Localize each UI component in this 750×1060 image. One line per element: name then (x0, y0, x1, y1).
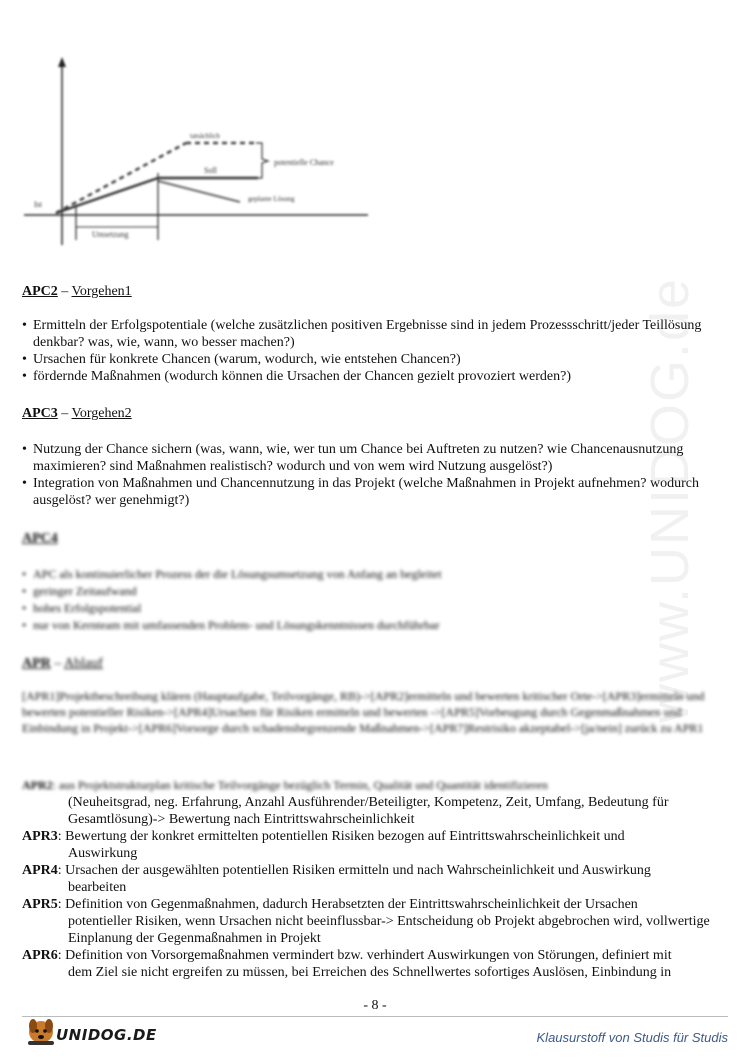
apr-item-first-line (22, 777, 738, 794)
apr-item-continuation: dem Ziel sie nicht ergreifen zu müssen, bei Erreichen des Schnellwertes sofortiges Auslösen, Einbindung in (68, 965, 672, 980)
apr-item-text: : aus Projektstrukturplan kritische Teilvorgänge bezüglich Termin, Qualität und Quantität identifizieren (52, 778, 548, 792)
apr-item-label: APR3 (22, 829, 58, 844)
apr-item-first-line (22, 947, 738, 964)
apr-item-label: APR4 (22, 863, 58, 878)
diagram-label-potentielle-chance: potentielle Chance (274, 158, 334, 167)
list-item: • nur von Kernteam mit umfassenden Problem- und Lösungskenntnissen durchführbar (22, 617, 742, 634)
apr-item-continuation: Auswirkung (68, 846, 138, 861)
apr-item (22, 862, 738, 896)
apr-dash: – (50, 656, 65, 671)
apc3-bullet-list (22, 441, 742, 509)
apr-item-text: : Bewertung der konkret ermittelten potentiellen Risiken bezogen auf Eintrittswahrscheinlichkeit und (57, 829, 625, 844)
apc4-label: APC4 (22, 531, 58, 546)
diagram-y-arrow (58, 57, 66, 67)
apc3-label: APC3 (22, 406, 58, 421)
apc4-bullet-list (22, 566, 742, 634)
diagram-label-soll: Soll (204, 166, 217, 175)
apr-item-label: APR2 (22, 778, 53, 792)
list-item: • Integration von Maßnahmen und Chancennutzung in das Projekt (welche Maßnahmen in Projekt aufnehmen? wodurch ausgelöst? wer genehmigt?) (22, 475, 742, 509)
diagram-label-ist: Ist (34, 200, 42, 209)
apr-item (22, 947, 738, 981)
apr-item-continuation: bearbeiten (68, 880, 127, 895)
apr-item (22, 777, 738, 828)
diagram-label-geplante-loesung: geplante Lösung (248, 195, 295, 203)
apc2-heading (22, 283, 132, 300)
apr-item-list (22, 777, 738, 981)
apr-item (22, 896, 738, 947)
watermark-text: www.UNIDOG.de (640, 276, 700, 724)
apr-item-text: : Ursachen der ausgewählten potentiellen Risiken ermitteln und nach Wahrscheinlichkeit und Auswirkung (57, 863, 651, 878)
apc2-bullet-list (22, 317, 742, 385)
apc3-title: Vorgehen2 (71, 406, 132, 421)
apr-item-first-line (22, 828, 738, 845)
apr-item-first-line (22, 862, 738, 879)
diagram-bracket (256, 143, 268, 178)
apr-title: Ablauf (64, 656, 103, 671)
diagram-line-planned (158, 181, 240, 202)
page-number: - 8 - (363, 998, 387, 1013)
footer-tagline: Klausurstoff von Studis für Studis (536, 1030, 728, 1045)
list-item: • Ursachen für konkrete Chancen (warum, wodurch, wie entstehen Chancen?) (22, 351, 742, 368)
apc2-dash: – (57, 284, 72, 299)
apr-item-text: : Definition von Vorsorgemaßnahmen vermindert bzw. verhindert Auswirkungen von Störungen, definiert mit (57, 948, 672, 963)
diagram-label-tatsaechlich: tatsächlich (190, 132, 220, 140)
apr-item-continuation: (Neuheitsgrad, neg. Erfahrung, Anzahl Ausführender/Beteiligter, Kompetenz, Zeit, Umfang, Bedeutung für Gesamtlösung)-> Bewertung nach Eintrittswahrscheinlichkeit (68, 795, 669, 827)
apr-item-label: APR5 (22, 897, 58, 912)
list-item: • Nutzung der Chance sichern (was, wann, wie, wer tun um Chance bei Auftreten zu nutzen? wie Chancenausnutzung maximieren? sind Maßnahmen realistisch? wodurch und von wem wird Nutzung ausgelöst?) (22, 441, 742, 475)
apr-item-first-line (22, 896, 738, 913)
apr-flow-paragraph: [APR1]Projektbeschreibung klären (Hauptaufgabe, Teilvorgänge, RB)->[APR2]ermitteln und bewerten kritischer Orte->[APR3]ermitteln und bewerten potentieller Risiken->[APR4]Ursachen für Risiken ermitteln und bewerten ->[APR5]Vorbeugung durch Gegenmaßnahmen und Einbindung in Projekt->[APR6]Vorsorge durch schadensbegrenzende Maßnahmen->[APR7]Restrisiko akzeptabel->[ja/nein] zurück zu APR1 (22, 689, 705, 735)
dog-icon (28, 1019, 54, 1045)
list-item: • APC als kontinuierlicher Prozess der die Lösungsumsetzung von Anfang an begleitet (22, 566, 742, 583)
chance-diagram (18, 55, 378, 250)
diagram-label-umsetzung: Umsetzung (92, 230, 129, 239)
apc3-heading (22, 405, 132, 422)
apc4-heading (22, 530, 58, 547)
apr-label: APR (22, 656, 51, 671)
apr-item-text: : Definition von Gegenmaßnahmen, dadurch Herabsetzten der Eintrittswahrscheinlichkeit der Ursachen (57, 897, 638, 912)
apc2-label: APC2 (22, 284, 58, 299)
apr-item-continuation: potentieller Risiken, wenn Ursachen nicht beeinflussbar-> Entscheidung ob Projekt abgebrochen wird, vollwertige Einplanung der Gegenmaßnahmen in Projekt (68, 914, 710, 946)
apc2-title: Vorgehen1 (71, 284, 132, 299)
apr-heading (22, 655, 103, 672)
diagram-line-target-rise (56, 178, 158, 213)
apr-item-label: APR6 (22, 948, 58, 963)
list-item: • geringer Zeitaufwand (22, 583, 742, 600)
list-item: • hohes Erfolgspotential (22, 600, 742, 617)
list-item: • Ermitteln der Erfolgspotentiale (welche zusätzlichen positiven Ergebnisse sind in jedem Prozessschritt/jeder Teillösung denkbar? was, wie, wann, wo besser machen?) (22, 317, 742, 351)
apr-item (22, 828, 738, 862)
logo-text: UNIDOG.DE (56, 1026, 157, 1044)
apc3-dash: – (57, 406, 72, 421)
list-item: • fördernde Maßnahmen (wodurch können die Ursachen der Chancen gezielt provoziert werden?) (22, 368, 742, 385)
